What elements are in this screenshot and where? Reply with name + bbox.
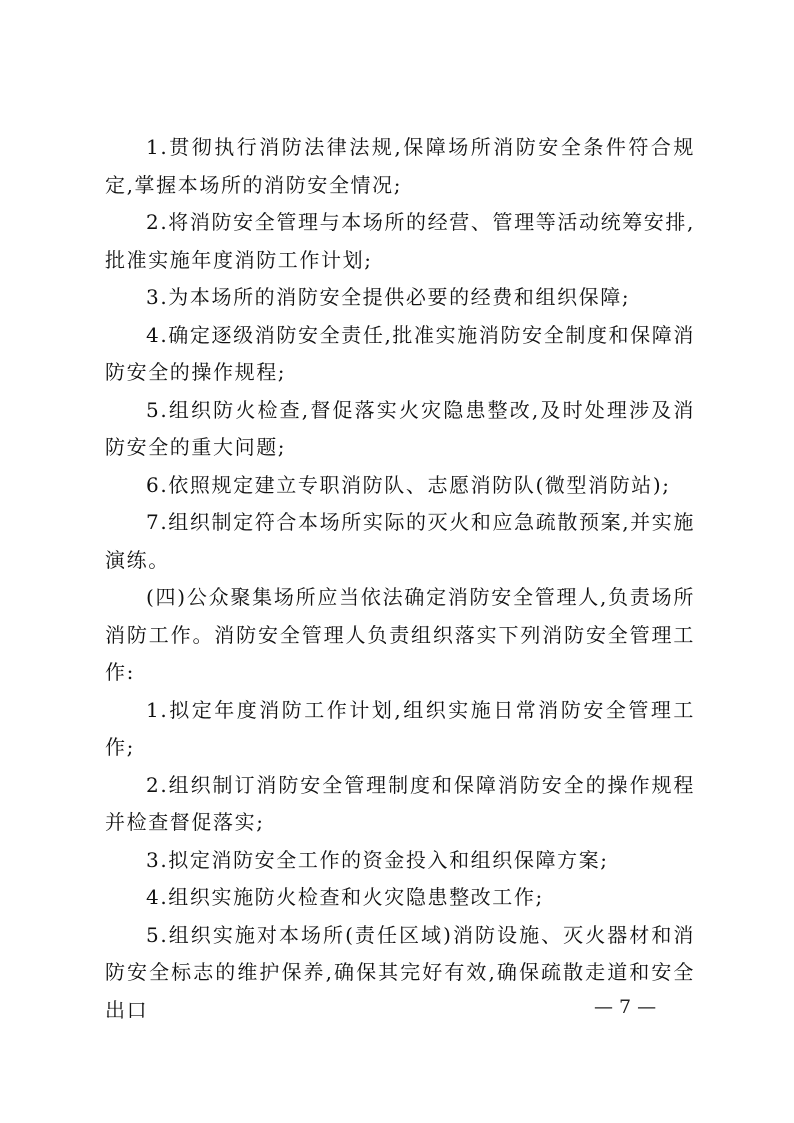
paragraph-11: 3.拟定消防安全工作的资金投入和组织保障方案; (146, 847, 609, 872)
paragraph-9: 1.拟定年度消防工作计划,组织实施日常消防安全管理工作; (105, 697, 695, 759)
paragraph-5: 5.组织防火检查,督促落实火灾隐患整改,及时处理涉及消防安全的重大问题; (105, 397, 695, 459)
paragraph-6: 6.依照规定建立专职消防队、志愿消防队(微型消防站); (146, 472, 671, 497)
paragraph-3: 3.为本场所的消防安全提供必要的经费和组织保障; (146, 285, 631, 309)
paragraph-10: 2.组织制订消防安全管理制度和保障消防安全的操作规程并检查督促落实; (105, 772, 695, 834)
paragraph-4: 4.确定逐级消防安全责任,批准实施消防安全制度和保障消防安全的操作规程; (105, 322, 695, 384)
document-body (105, 129, 695, 1029)
paragraph-2: 2.将消防安全管理与本场所的经营、管理等活动统筹安排,批准实施年度消防工作计划; (105, 210, 695, 272)
paragraph-7: 7.组织制定符合本场所实际的灭火和应急疏散预案,并实施演练。 (105, 510, 695, 572)
paragraph-1: 1.贯彻执行消防法律法规,保障场所消防安全条件符合规定,掌握本场所的消防安全情况; (105, 135, 695, 197)
paragraph-8: (四)公众聚集场所应当依法确定消防安全管理人,负责场所消防工作。消防安全管理人负责组织落实下列消防安全管理工作: (105, 585, 695, 684)
paragraph-12: 4.组织实施防火检查和火灾隐患整改工作; (146, 885, 544, 909)
paragraph-13: 5.组织实施对本场所(责任区域)消防设施、灭火器材和消防安全标志的维护保养,确保其完好有效,确保疏散走道和安全出口 (105, 922, 695, 1022)
page-number: — 7 — (594, 996, 657, 1018)
